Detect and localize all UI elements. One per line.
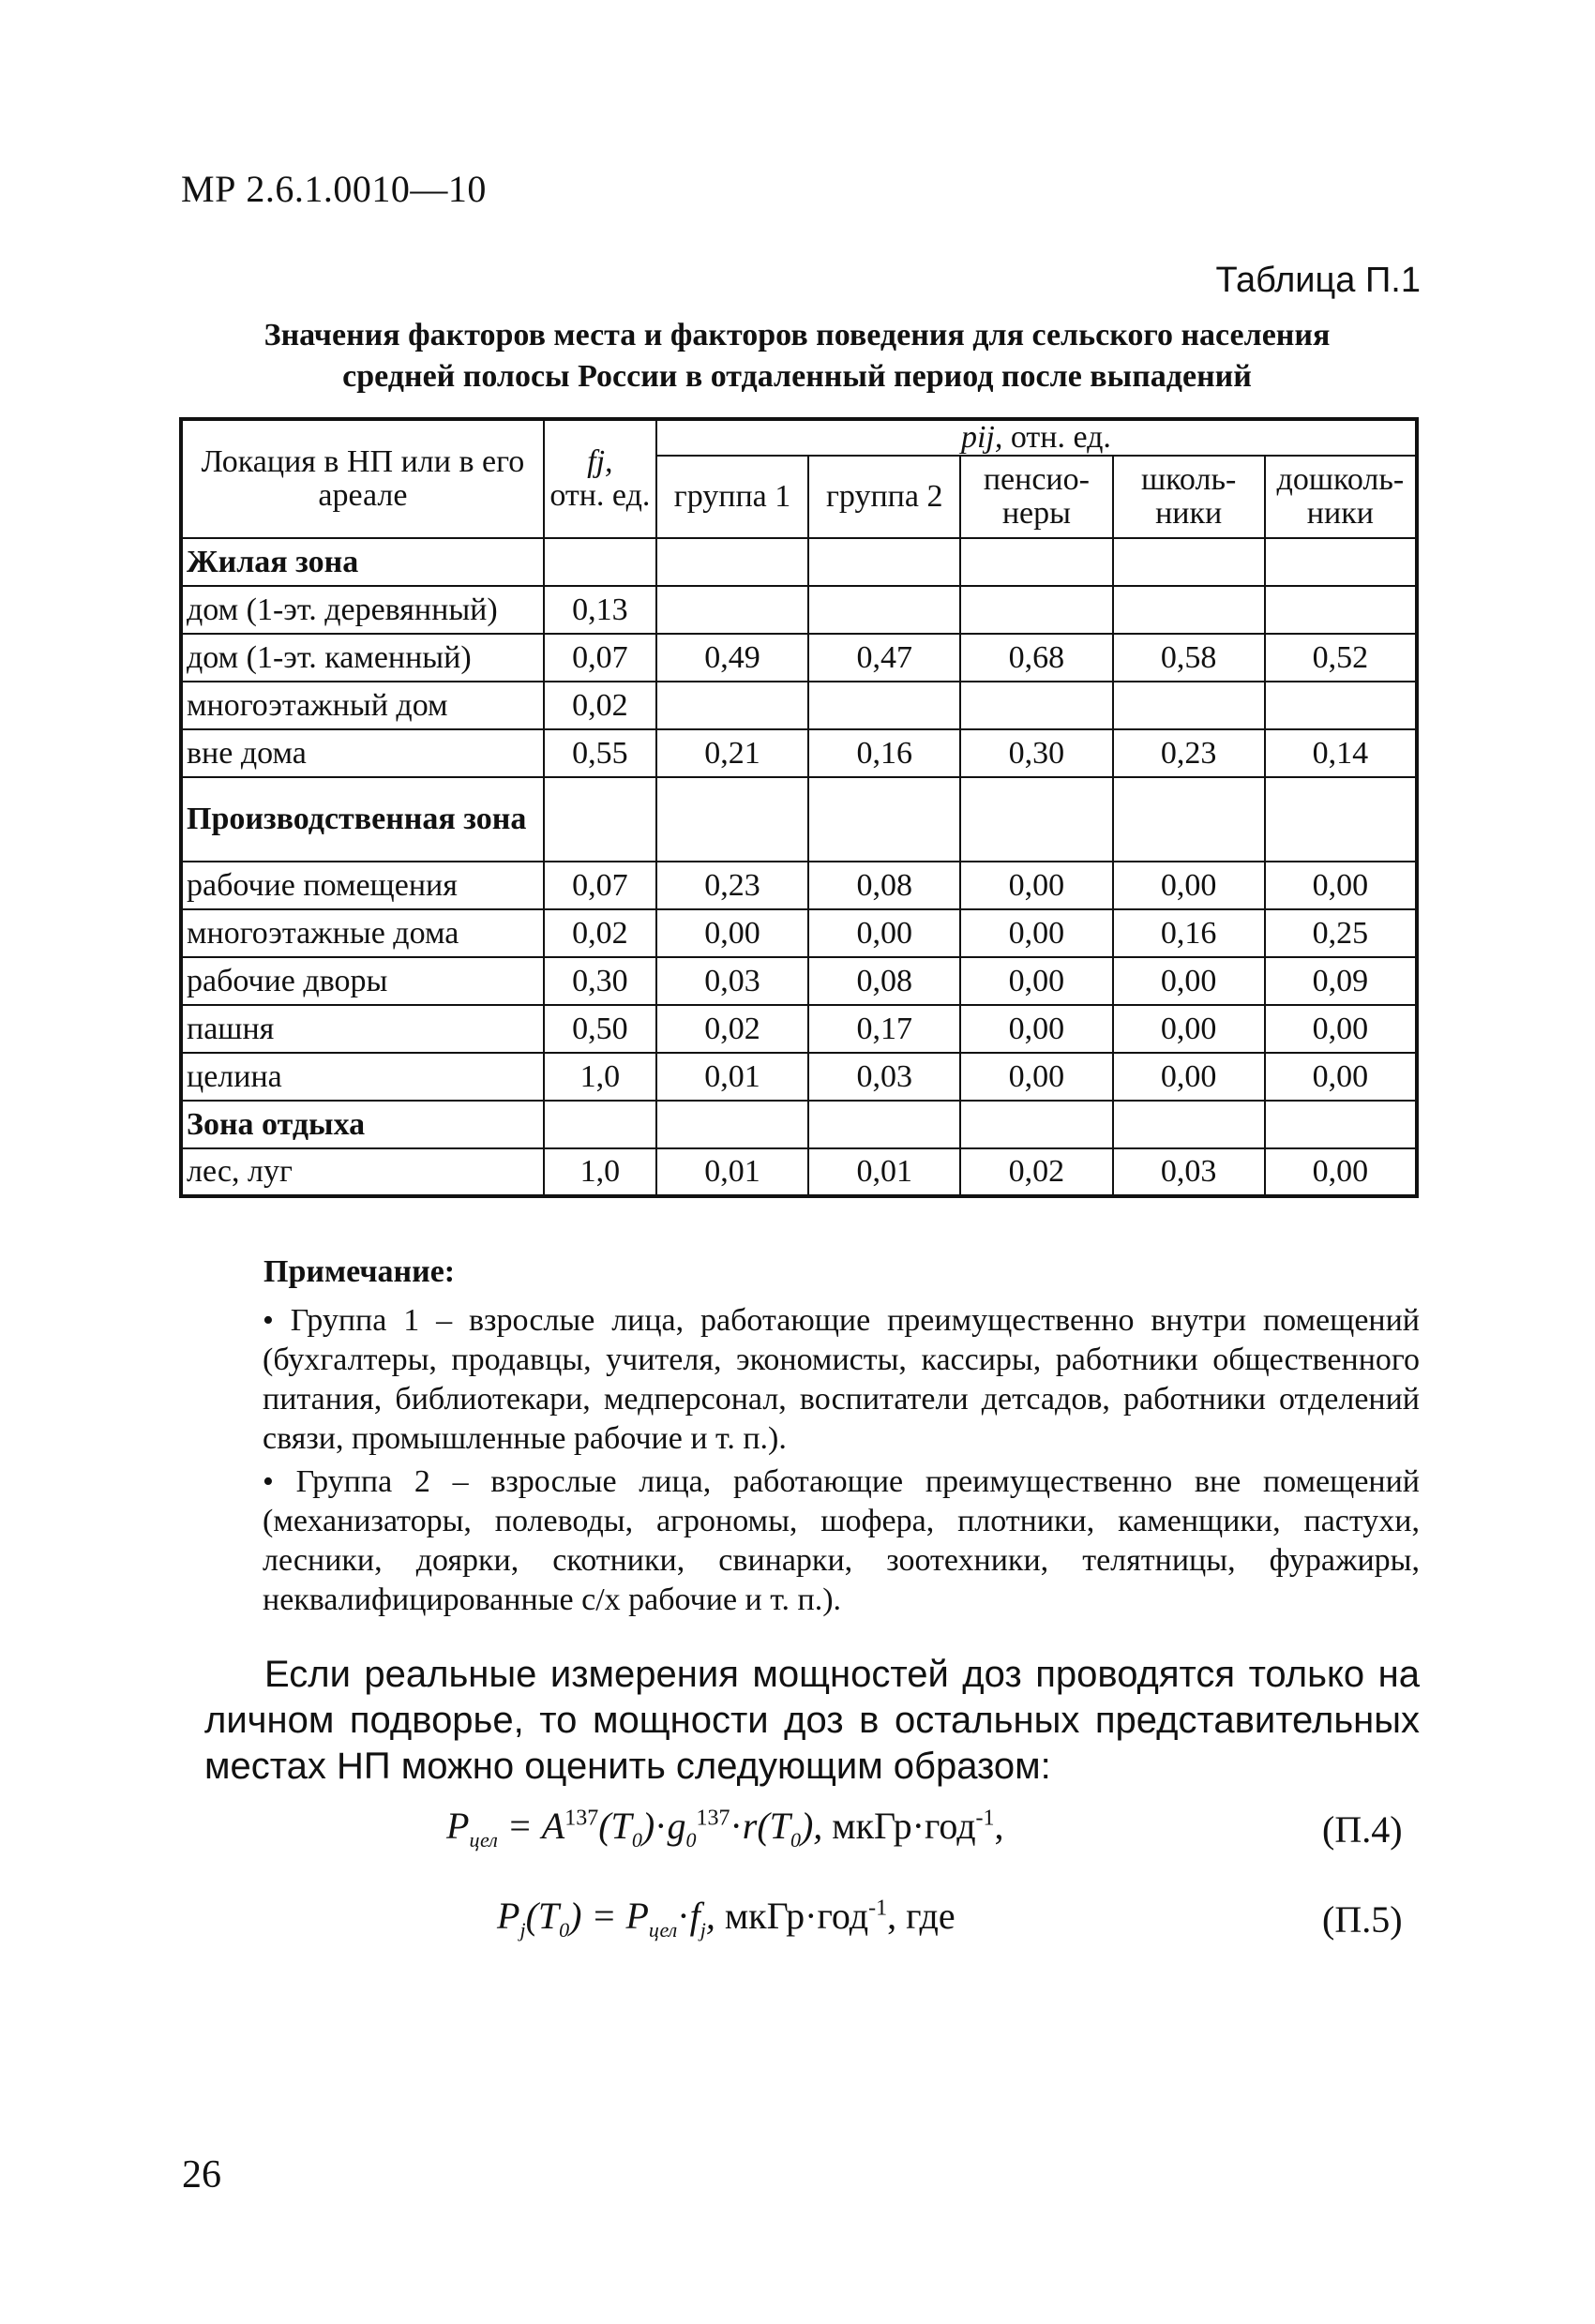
pij-cell: 0,03 xyxy=(656,957,808,1005)
pij-cell: 0,52 xyxy=(1265,634,1417,682)
formula-unit: мкГр·год xyxy=(832,1805,976,1847)
pij-cell: 0,03 xyxy=(808,1053,960,1101)
pij-cell: 0,49 xyxy=(656,634,808,682)
fj-cell: 0,30 xyxy=(544,957,656,1005)
factors-table xyxy=(179,417,1419,1198)
pij-cell xyxy=(1265,538,1417,586)
pij-cell: 0,00 xyxy=(960,1053,1112,1101)
pij-cell: 0,14 xyxy=(1265,729,1417,777)
pij-cell: 0,00 xyxy=(960,957,1112,1005)
group-header: пенсио-неры xyxy=(960,456,1112,538)
table-row xyxy=(181,862,1417,909)
pij-cell xyxy=(656,682,808,729)
table-title-line-1: Значения факторов места и факторов поведения для сельского населения xyxy=(263,318,1331,352)
pij-cell xyxy=(960,1101,1112,1148)
pij-cell: 0,30 xyxy=(960,729,1112,777)
pij-cell xyxy=(1113,1101,1265,1148)
table-row xyxy=(181,586,1417,634)
pij-cell xyxy=(1113,586,1265,634)
formula-exponent: -1 xyxy=(868,1896,888,1921)
formula-p5: $P_j(T_0) = P_{цел}\cdot f_j$, мкГр·год$^{-1}$, где xyxy=(497,1895,955,1942)
pij-cell: 0,25 xyxy=(1265,909,1417,957)
section-row xyxy=(181,1101,1417,1148)
note-item-group-1 xyxy=(203,1301,1420,1459)
note-heading: Примечание: xyxy=(263,1254,456,1289)
pij-cell xyxy=(1265,1101,1417,1148)
pij-cell: 0,03 xyxy=(1113,1148,1265,1196)
fj-cell xyxy=(544,1101,656,1148)
pij-cell: 0,00 xyxy=(808,909,960,957)
pij-cell xyxy=(1113,682,1265,729)
pij-cell xyxy=(1265,777,1417,862)
pij-cell: 0,00 xyxy=(1265,1005,1417,1053)
fj-unit: отн. ед. xyxy=(549,478,651,513)
pij-cell: 0,00 xyxy=(1265,1148,1417,1196)
pij-cell: 0,23 xyxy=(1113,729,1265,777)
pij-cell: 0,00 xyxy=(960,1005,1112,1053)
location-column-header xyxy=(181,419,544,538)
pij-cell: 0,00 xyxy=(1265,1053,1417,1101)
pij-cell: 0,23 xyxy=(656,862,808,909)
pij-cell xyxy=(808,1101,960,1148)
pij-cell: 0,00 xyxy=(1265,862,1417,909)
pij-cell: 0,16 xyxy=(808,729,960,777)
pij-cell xyxy=(1265,586,1417,634)
group-header: группа 1 xyxy=(656,456,808,538)
pij-cell xyxy=(1265,682,1417,729)
location-cell: пашня xyxy=(181,1005,544,1053)
pij-cell: 0,01 xyxy=(656,1053,808,1101)
fj-cell xyxy=(544,538,656,586)
table-row xyxy=(181,1005,1417,1053)
pij-cell: 0,02 xyxy=(960,1148,1112,1196)
fj-cell: 0,07 xyxy=(544,862,656,909)
location-cell: многоэтажный дом xyxy=(181,682,544,729)
pij-cell: 0,08 xyxy=(808,957,960,1005)
formula-exponent: -1 xyxy=(975,1806,995,1831)
location-cell: рабочие помещения xyxy=(181,862,544,909)
pij-cell xyxy=(960,586,1112,634)
section-row xyxy=(181,777,1417,862)
pij-cell xyxy=(656,777,808,862)
formula-unit: мкГр·год xyxy=(724,1895,869,1937)
table-row xyxy=(181,729,1417,777)
location-cell: дом (1-эт. деревянный) xyxy=(181,586,544,634)
table-row xyxy=(181,1053,1417,1101)
pij-cell xyxy=(1113,777,1265,862)
pij-cell: 0,02 xyxy=(656,1005,808,1053)
location-cell: вне дома xyxy=(181,729,544,777)
document-code: МР 2.6.1.0010—10 xyxy=(181,168,487,210)
location-cell: целина xyxy=(181,1053,544,1101)
fj-cell: 0,13 xyxy=(544,586,656,634)
fj-cell: 0,50 xyxy=(544,1005,656,1053)
table-row xyxy=(181,634,1417,682)
location-cell: рабочие дворы xyxy=(181,957,544,1005)
table-title xyxy=(178,315,1416,397)
pij-cell: 0,68 xyxy=(960,634,1112,682)
pij-cell: 0,00 xyxy=(1113,862,1265,909)
table-row xyxy=(181,682,1417,729)
location-cell: Зона отдыха xyxy=(181,1101,544,1148)
note-text: • Группа 1 – взрослые лица, работающие преимущественно внутри помещений (бухгалтеры, продавцы, учителя, экономисты, кассиры, работники общественного питания, библиотекари, медперсонал, воспитатели детсадов, работники отделений связи, промышленные рабочие и т. п.). xyxy=(263,1303,1420,1456)
pij-column-header xyxy=(656,419,1417,456)
table-body xyxy=(181,538,1417,1196)
pij-cell: 0,21 xyxy=(656,729,808,777)
formula-tail: , где xyxy=(887,1895,955,1937)
formula-number: (П.5) xyxy=(1322,1898,1403,1941)
fj-column-header xyxy=(544,419,656,538)
pij-cell: 0,00 xyxy=(1113,1053,1265,1101)
location-header-text: Локация в НП или в его ареале xyxy=(201,444,525,513)
pij-cell: 0,00 xyxy=(960,862,1112,909)
pij-unit: отн. ед. xyxy=(1010,420,1111,455)
table-header-row xyxy=(181,419,1417,456)
location-cell: Жилая зона xyxy=(181,538,544,586)
location-cell: Производственная зона xyxy=(181,777,544,862)
fj-symbol: fj, xyxy=(587,444,613,479)
body-paragraph xyxy=(204,1652,1420,1790)
pij-cell xyxy=(656,586,808,634)
table-title-line-2: средней полосы России в отдаленный период после выпадений xyxy=(342,359,1252,394)
pij-cell: 0,01 xyxy=(808,1148,960,1196)
paragraph-text: Если реальные измерения мощностей доз проводятся только на личном подворье, то мощности доз в остальных представительных местах НП можно оценить следующим образом: xyxy=(204,1654,1420,1787)
location-cell: многоэтажные дома xyxy=(181,909,544,957)
page-number: 26 xyxy=(182,2153,221,2197)
pij-cell: 0,47 xyxy=(808,634,960,682)
fj-cell: 0,07 xyxy=(544,634,656,682)
group-header: школь-ники xyxy=(1113,456,1265,538)
table-row xyxy=(181,1148,1417,1196)
pij-cell: 0,01 xyxy=(656,1148,808,1196)
formula-p4: $P_{цел} = A^{137}(T_0)\cdot g_0^{137}\cdot r(T_0)$, мкГр·год$^{-1}$, xyxy=(446,1805,1004,1852)
pij-cell xyxy=(656,1101,808,1148)
pij-cell: 0,08 xyxy=(808,862,960,909)
location-cell: дом (1-эт. каменный) xyxy=(181,634,544,682)
fj-cell: 1,0 xyxy=(544,1053,656,1101)
pij-cell xyxy=(808,777,960,862)
formula-number: (П.4) xyxy=(1322,1808,1403,1851)
section-row xyxy=(181,538,1417,586)
fj-cell: 1,0 xyxy=(544,1148,656,1196)
note-text: • Группа 2 – взрослые лица, работающие преимущественно вне помещений (механизаторы, полеводы, агрономы, шофера, плотники, каменщики, пастухи, лесники, доярки, скотники, свинарки, зоотехники, телятницы, фуражиры, неквалифицированные с/х рабочие и т. п.). xyxy=(263,1464,1420,1617)
fj-cell: 0,02 xyxy=(544,909,656,957)
pij-cell: 0,17 xyxy=(808,1005,960,1053)
pij-cell xyxy=(960,777,1112,862)
group-header: группа 2 xyxy=(808,456,960,538)
pij-cell xyxy=(808,538,960,586)
group-header: дошколь-ники xyxy=(1265,456,1417,538)
pij-cell xyxy=(656,538,808,586)
pij-cell xyxy=(808,586,960,634)
pij-cell: 0,00 xyxy=(1113,957,1265,1005)
pij-cell xyxy=(1113,538,1265,586)
pij-symbol: pij, xyxy=(960,420,1003,455)
pij-cell: 0,16 xyxy=(1113,909,1265,957)
pij-cell: 0,58 xyxy=(1113,634,1265,682)
pij-cell xyxy=(960,538,1112,586)
fj-cell xyxy=(544,777,656,862)
pij-cell: 0,00 xyxy=(656,909,808,957)
table-row xyxy=(181,957,1417,1005)
table-label: Таблица П.1 xyxy=(1215,261,1421,300)
formula-tail: , xyxy=(994,1805,1004,1847)
pij-cell xyxy=(960,682,1112,729)
pij-cell xyxy=(808,682,960,729)
fj-cell: 0,02 xyxy=(544,682,656,729)
table-row xyxy=(181,909,1417,957)
fj-cell: 0,55 xyxy=(544,729,656,777)
pij-cell: 0,00 xyxy=(960,909,1112,957)
pij-cell: 0,09 xyxy=(1265,957,1417,1005)
location-cell: лес, луг xyxy=(181,1148,544,1196)
note-item-group-2 xyxy=(203,1462,1420,1620)
pij-cell: 0,00 xyxy=(1113,1005,1265,1053)
